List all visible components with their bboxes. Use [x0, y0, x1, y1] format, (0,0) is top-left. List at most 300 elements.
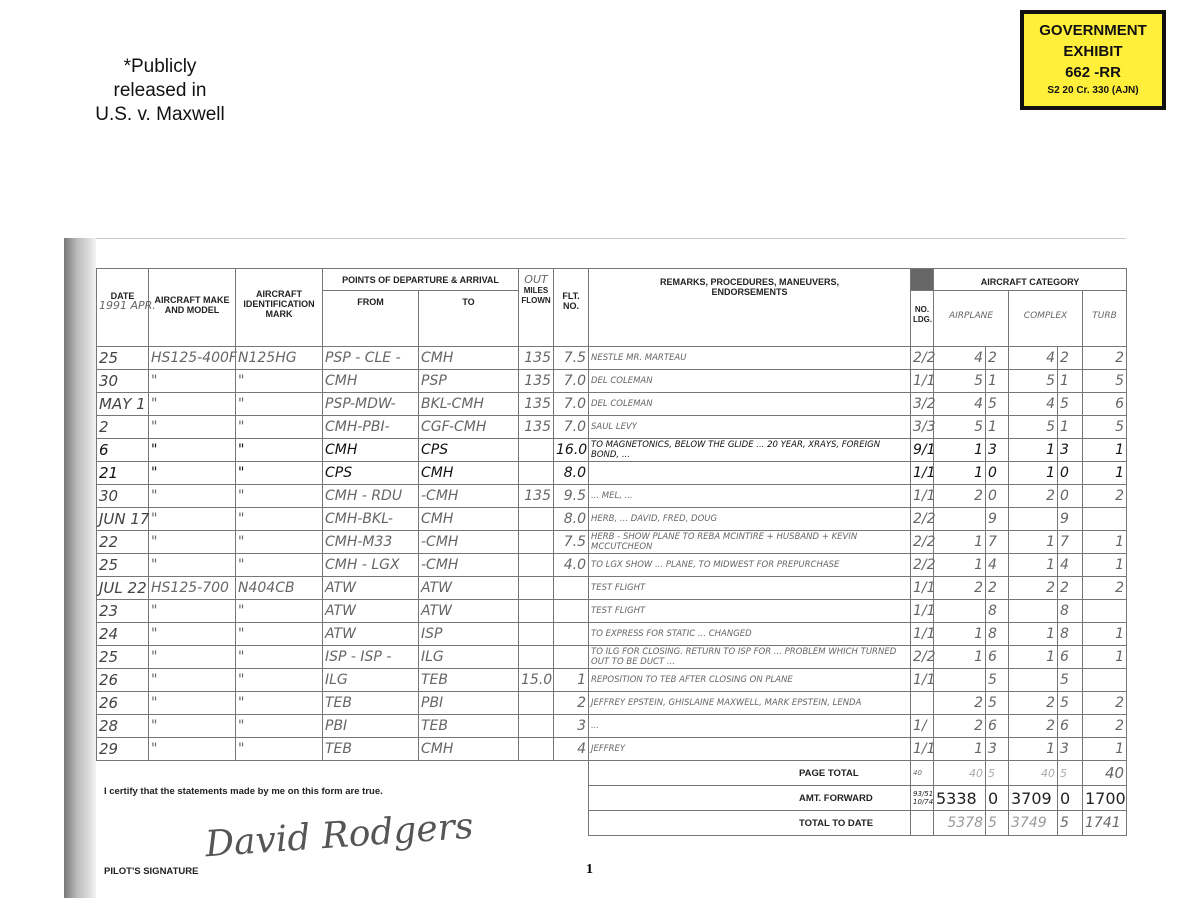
- log-entry-row: [97, 554, 1127, 577]
- remarks-cell: TO MAGNETONICS, BELOW THE GLIDE ... 20 YEAR, XRAYS, FOREIGN BOND, ...: [589, 439, 911, 462]
- remarks-cell: TO EXPRESS FOR STATIC ... CHANGED: [589, 623, 911, 646]
- to-cell: CPS: [419, 439, 519, 462]
- ident-cell: ": [236, 531, 323, 554]
- flight-number-cell: 16.0: [554, 439, 589, 462]
- header-category: AIRCRAFT CATEGORY: [934, 269, 1127, 291]
- make-cell: ": [149, 439, 236, 462]
- page-total-complex: 40: [1009, 761, 1058, 786]
- make-cell: ": [149, 485, 236, 508]
- from-cell: ILG: [323, 669, 419, 692]
- complex-hours-cell: 1: [1009, 531, 1058, 554]
- airplane-hours-cell: 1: [934, 646, 986, 669]
- flight-number-cell: [554, 646, 589, 669]
- to-cell: TEB: [419, 669, 519, 692]
- make-cell: ": [149, 554, 236, 577]
- to-cell: -CMH: [419, 531, 519, 554]
- remarks-cell: NESTLE MR. MARTEAU: [589, 347, 911, 370]
- complex-tenths-cell: 3: [1058, 738, 1083, 761]
- from-cell: CMH-PBI-: [323, 416, 419, 439]
- from-cell: ATW: [323, 600, 419, 623]
- airplane-tenths-cell: 7: [986, 531, 1009, 554]
- miles-cell: [519, 554, 554, 577]
- complex-tenths-cell: 1: [1058, 416, 1083, 439]
- landings-cell: 1/1: [911, 485, 934, 508]
- make-cell: ": [149, 623, 236, 646]
- landings-cell: 3/3: [911, 416, 934, 439]
- airplane-hours-cell: [934, 508, 986, 531]
- date-cell: JUN 17: [97, 508, 149, 531]
- airplane-tenths-cell: 3: [986, 738, 1009, 761]
- notice-line: U.S. v. Maxwell: [95, 104, 225, 125]
- make-cell: ": [149, 462, 236, 485]
- airplane-tenths-cell: 6: [986, 646, 1009, 669]
- total-to-date-label: TOTAL TO DATE: [589, 811, 911, 836]
- ident-cell: ": [236, 439, 323, 462]
- ident-cell: ": [236, 692, 323, 715]
- complex-tenths-cell: 6: [1058, 646, 1083, 669]
- turbine-hours-cell: 2: [1083, 692, 1127, 715]
- turbine-hours-cell: 1: [1083, 439, 1127, 462]
- date-cell: 26: [97, 692, 149, 715]
- from-cell: CMH-BKL-: [323, 508, 419, 531]
- turbine-hours-cell: 2: [1083, 577, 1127, 600]
- header-points: POINTS OF DEPARTURE & ARRIVAL: [323, 269, 519, 291]
- log-entry-row: [97, 393, 1127, 416]
- header-to: TO: [419, 291, 519, 347]
- airplane-hours-cell: 2: [934, 577, 986, 600]
- turbine-hours-cell: 2: [1083, 715, 1127, 738]
- date-cell: 23: [97, 600, 149, 623]
- airplane-tenths-cell: 1: [986, 370, 1009, 393]
- complex-tenths-cell: 1: [1058, 370, 1083, 393]
- remarks-cell: TEST FLIGHT: [589, 577, 911, 600]
- header-flt: FLT. NO.: [554, 269, 589, 347]
- ident-cell: ": [236, 393, 323, 416]
- airplane-hours-cell: 1: [934, 462, 986, 485]
- remarks-cell: TEST FLIGHT: [589, 600, 911, 623]
- complex-hours-cell: 5: [1009, 416, 1058, 439]
- complex-tenths-cell: 2: [1058, 577, 1083, 600]
- remarks-cell: ... MEL, ...: [589, 485, 911, 508]
- complex-hours-cell: 1: [1009, 462, 1058, 485]
- complex-tenths-cell: 8: [1058, 600, 1083, 623]
- ident-cell: N404CB: [236, 577, 323, 600]
- landings-cell: 2/2: [911, 646, 934, 669]
- to-cell: ATW: [419, 577, 519, 600]
- complex-tenths-cell: 0: [1058, 485, 1083, 508]
- exhibit-sticker: [1020, 10, 1166, 110]
- log-entry-row: [97, 416, 1127, 439]
- date-cell: 21: [97, 462, 149, 485]
- flight-number-cell: 8.0: [554, 508, 589, 531]
- certification-statement: I certify that the statements made by me on this form are true.: [104, 786, 383, 797]
- date-cell: 2: [97, 416, 149, 439]
- ident-cell: ": [236, 669, 323, 692]
- ident-cell: ": [236, 485, 323, 508]
- miles-cell: 135: [519, 370, 554, 393]
- turbine-hours-cell: 1: [1083, 462, 1127, 485]
- complex-tenths-cell: 7: [1058, 531, 1083, 554]
- complex-hours-cell: 5: [1009, 370, 1058, 393]
- ident-cell: ": [236, 416, 323, 439]
- from-cell: PSP - CLE -: [323, 347, 419, 370]
- date-cell: JUL 22: [97, 577, 149, 600]
- complex-tenths-cell: 5: [1058, 669, 1083, 692]
- log-entry-row: [97, 439, 1127, 462]
- flight-number-cell: 7.0: [554, 393, 589, 416]
- remarks-cell: ...: [589, 715, 911, 738]
- from-cell: ISP - ISP -: [323, 646, 419, 669]
- complex-hours-cell: [1009, 600, 1058, 623]
- to-cell: TEB: [419, 715, 519, 738]
- flight-number-cell: 7.5: [554, 531, 589, 554]
- turbine-hours-cell: 1: [1083, 554, 1127, 577]
- log-entry-row: [97, 462, 1127, 485]
- complex-hours-cell: [1009, 669, 1058, 692]
- log-entry-row: [97, 692, 1127, 715]
- total-to-date-airplane-tenths: 5: [986, 811, 1009, 836]
- remarks-cell: TO ILG FOR CLOSING. RETURN TO ISP FOR ... PROBLEM WHICH TURNED OUT TO BE DUCT ...: [589, 646, 911, 669]
- header-ident: AIRCRAFT IDENTIFICATION MARK: [236, 269, 323, 347]
- log-entry-row: [97, 347, 1127, 370]
- exhibit-title: EXHIBIT: [1063, 43, 1123, 60]
- to-cell: CMH: [419, 738, 519, 761]
- from-cell: ATW: [323, 623, 419, 646]
- turbine-hours-cell: 1: [1083, 738, 1127, 761]
- ident-cell: ": [236, 646, 323, 669]
- amount-forward-ldg: 93/51 10/74: [911, 786, 934, 811]
- ident-cell: ": [236, 623, 323, 646]
- airplane-tenths-cell: 6: [986, 715, 1009, 738]
- turbine-hours-cell: 6: [1083, 393, 1127, 416]
- landings-cell: 2/2: [911, 508, 934, 531]
- make-cell: HS125-700: [149, 577, 236, 600]
- flight-number-cell: 2: [554, 692, 589, 715]
- airplane-hours-cell: 2: [934, 485, 986, 508]
- turbine-hours-cell: 5: [1083, 370, 1127, 393]
- make-cell: ": [149, 738, 236, 761]
- remarks-cell: DEL COLEMAN: [589, 370, 911, 393]
- airplane-tenths-cell: 2: [986, 577, 1009, 600]
- date-cell: 30: [97, 370, 149, 393]
- log-entry-row: [97, 715, 1127, 738]
- header-complex: COMPLEX: [1009, 291, 1083, 347]
- amount-forward-complex-tenths: 0: [1058, 786, 1083, 811]
- to-cell: ILG: [419, 646, 519, 669]
- turbine-hours-cell: [1083, 600, 1127, 623]
- miles-cell: 135: [519, 485, 554, 508]
- make-cell: ": [149, 646, 236, 669]
- ident-cell: ": [236, 462, 323, 485]
- page-total-airplane-tenths: 5: [986, 761, 1009, 786]
- airplane-tenths-cell: 2: [986, 347, 1009, 370]
- to-cell: BKL-CMH: [419, 393, 519, 416]
- ident-cell: N125HG: [236, 347, 323, 370]
- log-entry-row: [97, 669, 1127, 692]
- page-total-complex-tenths: 5: [1058, 761, 1083, 786]
- header-date: DATE 1991 APR.: [97, 269, 149, 347]
- make-cell: ": [149, 370, 236, 393]
- amount-forward-label: AMT. FORWARD: [589, 786, 911, 811]
- make-cell: ": [149, 393, 236, 416]
- notice-line: released in: [113, 80, 207, 101]
- complex-hours-cell: 1: [1009, 439, 1058, 462]
- airplane-hours-cell: [934, 600, 986, 623]
- header-year: 1991 APR.: [99, 299, 156, 312]
- flight-number-cell: 4: [554, 738, 589, 761]
- turbine-hours-cell: 2: [1083, 485, 1127, 508]
- from-cell: PBI: [323, 715, 419, 738]
- to-cell: PSP: [419, 370, 519, 393]
- complex-hours-cell: 2: [1009, 692, 1058, 715]
- make-cell: ": [149, 508, 236, 531]
- airplane-hours-cell: 2: [934, 692, 986, 715]
- airplane-hours-cell: [934, 669, 986, 692]
- remarks-cell: JEFFREY EPSTEIN, GHISLAINE MAXWELL, MARK EPSTEIN, LENDA: [589, 692, 911, 715]
- date-cell: 24: [97, 623, 149, 646]
- page-total-ldg: 40: [911, 761, 934, 786]
- complex-hours-cell: 2: [1009, 715, 1058, 738]
- header-make: AIRCRAFT MAKE AND MODEL: [149, 269, 236, 347]
- total-to-date-turbine: 1741: [1083, 811, 1127, 836]
- date-cell: 25: [97, 347, 149, 370]
- to-cell: -CMH: [419, 485, 519, 508]
- complex-tenths-cell: 4: [1058, 554, 1083, 577]
- page-total-row: [97, 761, 1127, 786]
- log-entry-row: [97, 577, 1127, 600]
- log-entry-row: [97, 508, 1127, 531]
- airplane-hours-cell: 4: [934, 393, 986, 416]
- landings-cell: 9/1: [911, 439, 934, 462]
- airplane-tenths-cell: 8: [986, 600, 1009, 623]
- landings-cell: 2/2: [911, 554, 934, 577]
- flight-number-cell: 7.0: [554, 416, 589, 439]
- miles-cell: [519, 646, 554, 669]
- to-cell: CGF-CMH: [419, 416, 519, 439]
- ident-cell: ": [236, 508, 323, 531]
- complex-hours-cell: 4: [1009, 347, 1058, 370]
- complex-hours-cell: 4: [1009, 393, 1058, 416]
- airplane-hours-cell: 4: [934, 347, 986, 370]
- from-cell: CMH-M33: [323, 531, 419, 554]
- airplane-hours-cell: 1: [934, 554, 986, 577]
- page-number: 1: [586, 862, 593, 877]
- flight-number-cell: 7.0: [554, 370, 589, 393]
- landings-cell: 1/1: [911, 600, 934, 623]
- date-cell: 29: [97, 738, 149, 761]
- flight-number-cell: 4.0: [554, 554, 589, 577]
- exhibit-title: GOVERNMENT: [1039, 22, 1147, 39]
- make-cell: ": [149, 669, 236, 692]
- airplane-hours-cell: 5: [934, 370, 986, 393]
- log-entry-row: [97, 600, 1127, 623]
- from-cell: PSP-MDW-: [323, 393, 419, 416]
- miles-cell: [519, 738, 554, 761]
- miles-cell: 135: [519, 393, 554, 416]
- amount-forward-complex: 3709: [1009, 786, 1058, 811]
- from-cell: CMH: [323, 439, 419, 462]
- complex-tenths-cell: 3: [1058, 439, 1083, 462]
- complex-hours-cell: [1009, 508, 1058, 531]
- amount-forward-airplane-tenths: 0: [986, 786, 1009, 811]
- landings-cell: 3/2: [911, 393, 934, 416]
- amount-forward-airplane: 5338: [934, 786, 986, 811]
- signature-label: PILOT'S SIGNATURE: [104, 866, 199, 877]
- exhibit-number: 662 -RR: [1065, 64, 1121, 81]
- ident-cell: ": [236, 600, 323, 623]
- date-cell: 25: [97, 646, 149, 669]
- airplane-tenths-cell: 5: [986, 393, 1009, 416]
- make-cell: ": [149, 416, 236, 439]
- landings-cell: 1/1: [911, 669, 934, 692]
- miles-cell: [519, 439, 554, 462]
- remarks-cell: HERB, ... DAVID, FRED, DOUG: [589, 508, 911, 531]
- remarks-cell: SAUL LEVY: [589, 416, 911, 439]
- miles-cell: [519, 508, 554, 531]
- miles-cell: [519, 531, 554, 554]
- to-cell: ISP: [419, 623, 519, 646]
- to-cell: ATW: [419, 600, 519, 623]
- log-entry-row: [97, 738, 1127, 761]
- remarks-cell: TO LGX SHOW ... PLANE, TO MIDWEST FOR PREPURCHASE: [589, 554, 911, 577]
- landings-cell: 1/1: [911, 623, 934, 646]
- make-cell: ": [149, 531, 236, 554]
- date-cell: MAY 1: [97, 393, 149, 416]
- turbine-hours-cell: 1: [1083, 646, 1127, 669]
- flight-number-cell: 7.5: [554, 347, 589, 370]
- log-entry-row: [97, 485, 1127, 508]
- make-cell: ": [149, 692, 236, 715]
- turbine-hours-cell: 1: [1083, 623, 1127, 646]
- exhibit-case: S2 20 Cr. 330 (AJN): [1047, 85, 1139, 96]
- from-cell: TEB: [323, 738, 419, 761]
- airplane-hours-cell: 1: [934, 439, 986, 462]
- make-cell: HS125-400F: [149, 347, 236, 370]
- turbine-hours-cell: [1083, 508, 1127, 531]
- make-cell: ": [149, 600, 236, 623]
- remarks-cell: JEFFREY: [589, 738, 911, 761]
- complex-tenths-cell: 6: [1058, 715, 1083, 738]
- page-total-airplane: 40: [934, 761, 986, 786]
- header-remarks: REMARKS, PROCEDURES, MANEUVERS, ENDORSEMENTS: [589, 269, 911, 347]
- miles-cell: [519, 577, 554, 600]
- complex-tenths-cell: 5: [1058, 393, 1083, 416]
- complex-tenths-cell: 0: [1058, 462, 1083, 485]
- complex-tenths-cell: 5: [1058, 692, 1083, 715]
- miles-cell: 15.0: [519, 669, 554, 692]
- complex-hours-cell: 1: [1009, 554, 1058, 577]
- miles-cell: 135: [519, 416, 554, 439]
- airplane-tenths-cell: 1: [986, 416, 1009, 439]
- to-cell: CMH: [419, 508, 519, 531]
- airplane-tenths-cell: 0: [986, 485, 1009, 508]
- airplane-tenths-cell: 9: [986, 508, 1009, 531]
- airplane-hours-cell: 2: [934, 715, 986, 738]
- airplane-tenths-cell: 3: [986, 439, 1009, 462]
- complex-tenths-cell: 8: [1058, 623, 1083, 646]
- date-cell: 6: [97, 439, 149, 462]
- amount-forward-turbine: 1700: [1083, 786, 1127, 811]
- airplane-hours-cell: 1: [934, 623, 986, 646]
- turbine-hours-cell: [1083, 669, 1127, 692]
- complex-hours-cell: 1: [1009, 738, 1058, 761]
- total-to-date-ldg: [911, 811, 934, 836]
- airplane-tenths-cell: 5: [986, 669, 1009, 692]
- log-entry-row: [97, 531, 1127, 554]
- complex-hours-cell: 2: [1009, 577, 1058, 600]
- date-cell: 22: [97, 531, 149, 554]
- from-cell: CPS: [323, 462, 419, 485]
- airplane-tenths-cell: 8: [986, 623, 1009, 646]
- miles-cell: [519, 715, 554, 738]
- landings-cell: 2/2: [911, 347, 934, 370]
- from-cell: CMH - LGX: [323, 554, 419, 577]
- public-release-notice: [70, 55, 250, 127]
- date-cell: 30: [97, 485, 149, 508]
- header-shade: [911, 269, 934, 291]
- miles-cell: [519, 623, 554, 646]
- flight-number-cell: 9.5: [554, 485, 589, 508]
- miles-cell: [519, 600, 554, 623]
- airplane-tenths-cell: 0: [986, 462, 1009, 485]
- from-cell: TEB: [323, 692, 419, 715]
- airplane-tenths-cell: 5: [986, 692, 1009, 715]
- logbook-table: [96, 268, 1127, 836]
- page-binding: [64, 238, 96, 898]
- from-cell: CMH - RDU: [323, 485, 419, 508]
- complex-tenths-cell: 2: [1058, 347, 1083, 370]
- remarks-cell: HERB - SHOW PLANE TO REBA MCINTIRE + HUSBAND + KEVIN MCCUTCHEON: [589, 531, 911, 554]
- remarks-cell: REPOSITION TO TEB AFTER CLOSING ON PLANE: [589, 669, 911, 692]
- miles-cell: [519, 462, 554, 485]
- to-cell: CMH: [419, 462, 519, 485]
- header-airplane: AIRPLANE: [934, 291, 1009, 347]
- total-to-date-airplane: 5378: [934, 811, 986, 836]
- date-cell: 26: [97, 669, 149, 692]
- miles-cell: [519, 692, 554, 715]
- ident-cell: ": [236, 370, 323, 393]
- header-ldg: NO. LDG.: [911, 291, 934, 347]
- complex-tenths-cell: 9: [1058, 508, 1083, 531]
- turbine-hours-cell: 1: [1083, 531, 1127, 554]
- flight-number-cell: [554, 623, 589, 646]
- header-turbine: TURB: [1083, 291, 1127, 347]
- remarks-cell: DEL COLEMAN: [589, 393, 911, 416]
- to-cell: PBI: [419, 692, 519, 715]
- from-cell: CMH: [323, 370, 419, 393]
- landings-cell: 1/: [911, 715, 934, 738]
- to-cell: -CMH: [419, 554, 519, 577]
- header-miles: OUT MILES FLOWN: [519, 269, 554, 347]
- landings-cell: 2/2: [911, 531, 934, 554]
- landings-cell: 1/1: [911, 462, 934, 485]
- flight-number-cell: 3: [554, 715, 589, 738]
- airplane-hours-cell: 1: [934, 531, 986, 554]
- landings-cell: 1/1: [911, 577, 934, 600]
- divider: [96, 238, 1126, 239]
- flight-number-cell: [554, 600, 589, 623]
- make-cell: ": [149, 715, 236, 738]
- turbine-hours-cell: 5: [1083, 416, 1127, 439]
- header-from: FROM: [323, 291, 419, 347]
- log-entry-row: [97, 646, 1127, 669]
- notice-line: *Publicly: [123, 56, 197, 77]
- flight-number-cell: 8.0: [554, 462, 589, 485]
- landings-cell: [911, 692, 934, 715]
- date-cell: 25: [97, 554, 149, 577]
- landings-cell: 1/1: [911, 738, 934, 761]
- miles-cell: 135: [519, 347, 554, 370]
